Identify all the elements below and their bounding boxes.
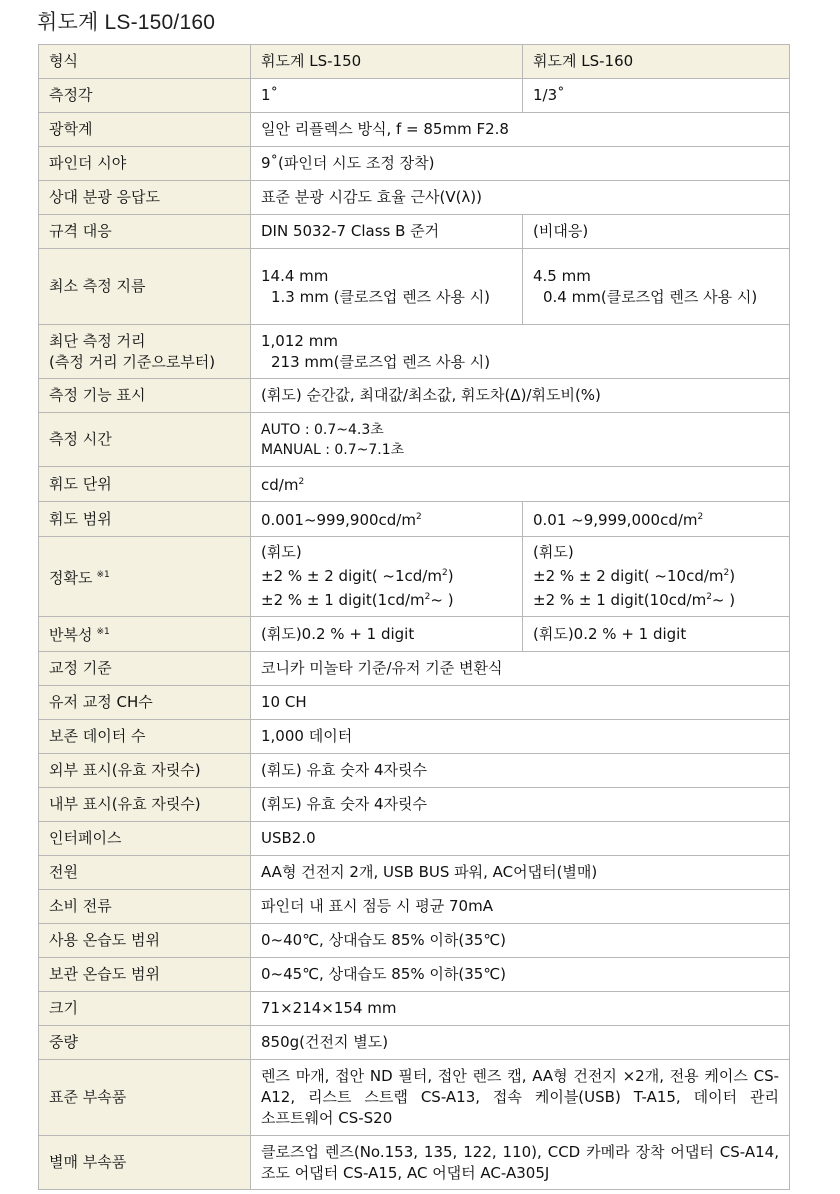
row-label: 휘도 단위 xyxy=(39,467,251,502)
value-text: ±2 % ± 1 digit(10cd/m xyxy=(533,591,707,609)
value-line: (휘도) xyxy=(261,543,302,561)
superscript: 2 xyxy=(415,512,422,522)
table-row xyxy=(39,617,790,652)
row-value xyxy=(251,467,790,502)
row-value xyxy=(251,325,790,379)
row-label: 보관 온습도 범위 xyxy=(39,958,251,992)
row-value xyxy=(523,502,790,537)
value-text: ) xyxy=(729,567,736,585)
value-line: AUTO : 0.7~4.3초 xyxy=(261,421,384,438)
row-label: 최소 측정 지름 xyxy=(39,249,251,325)
superscript: 2 xyxy=(723,568,730,578)
value-line: MANUAL : 0.7~7.1초 xyxy=(261,441,405,458)
row-value: (휘도)0.2 % + 1 digit xyxy=(251,617,523,652)
footnote-mark: ※1 xyxy=(96,569,110,580)
table-row xyxy=(39,215,790,249)
table-row xyxy=(39,686,790,720)
row-label: 인터페이스 xyxy=(39,822,251,856)
table-row xyxy=(39,181,790,215)
table-row xyxy=(39,113,790,147)
row-value xyxy=(523,537,790,617)
superscript: 2 xyxy=(706,592,712,602)
table-row xyxy=(39,924,790,958)
row-value: 코니카 미놀타 기준/유저 기준 변환식 xyxy=(251,652,790,686)
row-label: 사용 온습도 범위 xyxy=(39,924,251,958)
table-row xyxy=(39,856,790,890)
row-value: 71×214×154 mm xyxy=(251,992,790,1026)
table-row xyxy=(39,502,790,537)
value-text: ±2 % ± 2 digit( ~10cd/m xyxy=(533,567,724,585)
footnote-mark: ※1 xyxy=(96,627,110,637)
value-text: ±2 % ± 2 digit( ~1cd/m xyxy=(261,567,442,585)
superscript: 2 xyxy=(298,477,305,487)
value-line: 1,012 mm xyxy=(261,331,338,350)
table-row xyxy=(39,379,790,413)
row-label xyxy=(39,325,251,379)
value-text: 0.001~999,900cd/m xyxy=(261,511,416,529)
row-value: 1/3˚ xyxy=(523,79,790,113)
row-label: 보존 데이터 수 xyxy=(39,720,251,754)
row-value: (휘도)0.2 % + 1 digit xyxy=(523,617,790,652)
value-line xyxy=(261,587,512,611)
value-line-text: 1.3 mm (클로즈업 렌즈 사용 시) xyxy=(271,287,491,306)
row-label: 측정 시간 xyxy=(39,413,251,467)
row-value: 10 CH xyxy=(251,686,790,720)
row-label: 규격 대응 xyxy=(39,215,251,249)
header-model-ls160: 휘도계 LS-160 xyxy=(523,45,790,79)
label-line: (측정 거리 기준으로부터) xyxy=(49,352,216,371)
row-label xyxy=(39,617,251,652)
value-text: ~ ) xyxy=(430,591,454,609)
row-label: 내부 표시(유효 자릿수) xyxy=(39,788,251,822)
value-line xyxy=(261,287,512,308)
row-label: 측정 기능 표시 xyxy=(39,379,251,413)
row-label: 소비 전류 xyxy=(39,890,251,924)
page-title: 휘도계 LS-150/160 xyxy=(37,11,216,34)
table-row xyxy=(39,79,790,113)
table-row xyxy=(39,1136,790,1190)
label-text: 반복성 xyxy=(49,626,93,644)
table-row xyxy=(39,788,790,822)
table-row xyxy=(39,652,790,686)
header-model-ls150: 휘도계 LS-150 xyxy=(251,45,523,79)
row-label: 크기 xyxy=(39,992,251,1026)
table-row xyxy=(39,537,790,617)
row-value: 1˚ xyxy=(251,79,523,113)
table-row xyxy=(39,754,790,788)
value-line: 4.5 mm xyxy=(533,266,591,285)
table-row xyxy=(39,1026,790,1060)
row-value xyxy=(523,249,790,325)
row-value: 표준 분광 시감도 효율 근사(V(λ)) xyxy=(251,181,790,215)
row-label xyxy=(39,537,251,617)
value-text: ) xyxy=(447,567,454,585)
header-label: 형식 xyxy=(39,45,251,79)
value-text: cd/m xyxy=(261,476,299,494)
row-value: 일안 리플렉스 방식, f = 85mm F2.8 xyxy=(251,113,790,147)
superscript: 2 xyxy=(697,512,704,522)
table-row xyxy=(39,249,790,325)
row-value: 파인더 내 표시 점등 시 평균 70mA xyxy=(251,890,790,924)
superscript: 2 xyxy=(441,568,448,578)
table-row xyxy=(39,413,790,467)
table-row xyxy=(39,1060,790,1136)
value-line: (휘도) xyxy=(533,543,574,561)
row-label: 표준 부속품 xyxy=(39,1060,251,1136)
row-label: 휘도 범위 xyxy=(39,502,251,537)
row-value: 렌즈 마개, 접안 ND 필터, 접안 렌즈 캡, AA형 건전지 ×2개, 전용 케이스 CS-A12, 리스트 스트랩 CS-A13, 접속 케이블(USB) T-A15, 데이터 관리 소프트웨어 CS-S20 xyxy=(251,1060,790,1136)
table-row xyxy=(39,147,790,181)
row-value: (휘도) 순간값, 최대값/최소값, 휘도차(Δ)/휘도비(%) xyxy=(251,379,790,413)
row-value: 9˚(파인더 시도 조정 장착) xyxy=(251,147,790,181)
label-text: 정확도 xyxy=(49,568,93,587)
row-value: 0~40℃, 상대습도 85% 이하(35℃) xyxy=(251,924,790,958)
row-label: 중량 xyxy=(39,1026,251,1060)
table-header-row xyxy=(39,45,790,79)
value-text: 0.01 ~9,999,000cd/m xyxy=(533,511,698,529)
table-row xyxy=(39,325,790,379)
row-value: 클로즈업 렌즈(No.153, 135, 122, 110), CCD 카메라 장착 어댑터 CS-A14, 조도 어댑터 CS-A15, AC 어댑터 AC-A305J xyxy=(251,1136,790,1190)
value-line xyxy=(533,563,779,587)
row-value xyxy=(251,537,523,617)
row-label: 파인더 시야 xyxy=(39,147,251,181)
value-line xyxy=(261,352,779,373)
table-row xyxy=(39,822,790,856)
value-line xyxy=(533,587,779,611)
row-label: 상대 분광 응답도 xyxy=(39,181,251,215)
row-label: 별매 부속품 xyxy=(39,1136,251,1190)
table-row xyxy=(39,467,790,502)
row-label: 외부 표시(유효 자릿수) xyxy=(39,754,251,788)
row-value xyxy=(251,502,523,537)
value-line-text: 0.4 mm(클로즈업 렌즈 사용 시) xyxy=(543,287,758,306)
row-label: 유저 교정 CH수 xyxy=(39,686,251,720)
row-label: 측정각 xyxy=(39,79,251,113)
row-value: DIN 5032-7 Class B 준거 xyxy=(251,215,523,249)
table-row xyxy=(39,890,790,924)
row-value: (휘도) 유효 숫자 4자릿수 xyxy=(251,754,790,788)
row-value: AA형 건전지 2개, USB BUS 파워, AC어댑터(별매) xyxy=(251,856,790,890)
value-line: 14.4 mm xyxy=(261,266,329,285)
spec-table xyxy=(38,44,790,1190)
row-value: 0~45℃, 상대습도 85% 이하(35℃) xyxy=(251,958,790,992)
row-label: 교정 기준 xyxy=(39,652,251,686)
row-value: 850g(건전지 별도) xyxy=(251,1026,790,1060)
row-value xyxy=(251,249,523,325)
table-row xyxy=(39,720,790,754)
value-line-text: 213 mm(클로즈업 렌즈 사용 시) xyxy=(271,352,491,371)
row-label: 광학계 xyxy=(39,113,251,147)
value-line xyxy=(533,287,779,308)
row-value: (휘도) 유효 숫자 4자릿수 xyxy=(251,788,790,822)
row-value: (비대응) xyxy=(523,215,790,249)
table-row xyxy=(39,958,790,992)
value-text: ~ ) xyxy=(711,591,736,609)
table-row xyxy=(39,992,790,1026)
row-value: USB2.0 xyxy=(251,822,790,856)
value-text: ±2 % ± 1 digit(1cd/m xyxy=(261,591,425,609)
row-value: 1,000 데이터 xyxy=(251,720,790,754)
row-value xyxy=(251,413,790,467)
label-line: 최단 측정 거리 xyxy=(49,331,146,350)
superscript: 2 xyxy=(424,592,431,602)
value-line xyxy=(261,563,512,587)
row-label: 전원 xyxy=(39,856,251,890)
